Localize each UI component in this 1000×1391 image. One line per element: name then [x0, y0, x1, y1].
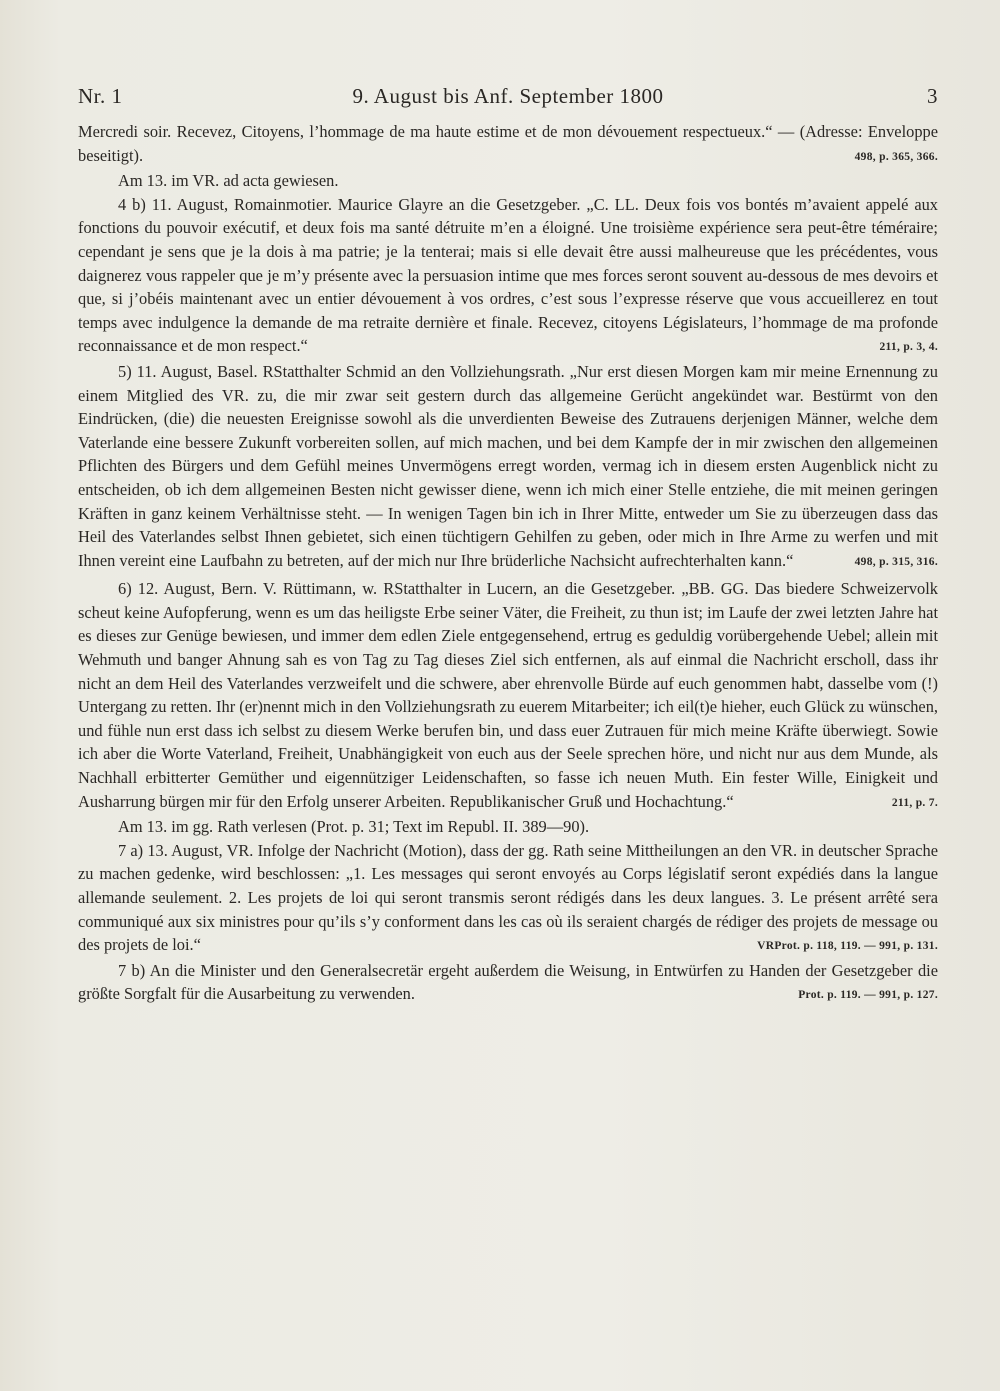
paragraph-2: Am 13. im VR. ad acta gewiesen. — [118, 171, 339, 191]
paragraph-6: 6) 12. August, Bern. V. Rüttimann, w. RStatthalter in Lucern, an die Gesetzgeber. „BB. GG. Das biedere Schweizervolk scheut keine Aufopferung, wenn es um das heiligste Erbe seiner Väter, die Freiheit, zu thun ist; im Laufe der zwei letzten Jahre hat es dieses zur Genüge bewiesen, und immer dem edlen Ziele entgegensehend, ertrug es geduldig vorübergehende Uebel; allein mit Wehmuth und banger Ahnung sah es von Tag zu Tag dieses Ziel sich entfernen, als auf einmal die Nachricht erscholl, dass ihr nicht an dem Heil des Vaterlandes verzweifelt und die schwere, aber ehrenvolle Bürde auf euch genommen habt, dasselbe vom (!) Untergang zu retten. Ihr (er)nennt mich in den Vollziehungsrath zu euerem Mitarbeiter; ich eil(t)e hieher, euch Glück zu wünschen, und fühle nun erst dass ich selbst zu diesem Werke berufen bin, und dass euer Zutrauen für mich meine Kräfte überwiegt. Sowie ich aber die Worte Vaterland, Freiheit, Unabhängigkeit von euch aus der Seele sprechen höre, und nicht nur aus dem Munde, als Nachhall erbitterter Gemüther und eigennütziger Leidenschaften, so fasse ich neuen Muth. Ein fester Wille, Einigkeit und Ausharrung bürgen mir für den Erfolg unserer Arbeiten. Republikanischer Gruß und Hochachtung.“ 211, p. 7. — [78, 577, 938, 813]
paragraph-6-note: Am 13. im gg. Rath verlesen (Prot. p. 31; Text im Republ. II. 389—90). — [118, 817, 590, 837]
source-reference: Prot. p. 119. — 991, p. 127. — [798, 989, 938, 1002]
document-body — [78, 120, 938, 1008]
paragraph-7a: 7 a) 13. August, VR. Infolge der Nachricht (Motion), dass der gg. Rath seine Mittheilungen an den VR. in deutscher Sprache zu machen gedenke, wird beschlossen: „1. Les messages qui seront envoyés au Corps législatif seront expédiés dans la langue allemande seulement. 2. Les projets de loi qui seront transmis seront rédigés dans les deux langues. 3. Le présent arrêté sera communiqué aux six ministres pour qu’ils s’y conforment dans les cas où ils seraient chargés de rédiger des projets de message ou des projets de loi.“ VRProt. p. 118, 119. — 991, p. 131. — [78, 839, 938, 957]
header-title: 9. August bis Anf. September 1800 — [352, 84, 664, 108]
paragraph-1: Mercredi soir. Recevez, Citoyens, l’hommage de ma haute estime et de mon dévouement respectueux.“ — (Adresse: Enveloppe beseitigt). 498, p. 365, 366. — [78, 120, 938, 167]
source-reference: 211, p. 7. — [891, 796, 938, 809]
source-reference: 498, p. 315, 316. — [854, 555, 938, 568]
source-reference: 211, p. 3, 4. — [879, 341, 938, 354]
paragraph-4b: 4 b) 11. August, Romainmotier. Maurice Glayre an die Gesetzgeber. „C. LL. Deux fois vos bontés m’avaient appelé aux fonctions du pouvoir exécutif, et deux fois ma santé détruite m’en a éloigné. Une troisième expérience sera peut-être téméraire; cependant je sens que je la dois à ma patrie; je la tenterai; mais si elle devait être aussi malheureuse que les précédentes, vous daignerez vous rappeler que je m’y présente avec la persuasion intime que mes forces seront souvent au-dessous de mes devoirs et que, si j’obéis maintenant avec un entier dévouement à vos ordres, c’est sous l’expresse réserve que vous accueillerez en tout temps avec indulgence la demande de ma retraite dernière et finale. Recevez, citoyens Législateurs, l’hommage de ma profonde reconnaissance et de mon respect.“ 211, p. 3, 4. — [78, 193, 938, 358]
running-header — [78, 84, 938, 120]
header-number: Nr. 1 — [78, 84, 123, 108]
paragraph-7b: 7 b) An die Minister und den Generalsecretär ergeht außerdem die Weisung, in Entwürfen zu Handen der Gesetzgeber die größte Sorgfalt für die Ausarbeitung zu verwenden. Prot. p. 119. — 991, p. 127. — [78, 959, 938, 1006]
paragraph-5: 5) 11. August, Basel. RStatthalter Schmid an den Vollziehungsrath. „Nur erst diesen Morgen kam mir meine Ernennung zu einem Mitglied des VR. zu, die mir zwar seit gestern durch das allgemeine Gerücht angekündet war. Bestürmt von den Eindrücken, (die) die neuesten Ereignisse sowohl als die unverdienten Beweise des Zutrauens derjenigen Männer, welche dem Vaterlande eine bessere Zukunft vorbereiten sollen, auf mich machen, und bei dem Kampfe der in mir zwischen den allgemeinen Pflichten des Bürgers und dem Gefühl meines Unvermögens erregt worden, vermag ich in diesem ersten Augenblick nicht zu entscheiden, ob ich dem allgemeinen Besten nicht gewisser diene, wenn ich mich einer Stelle entziehe, die mit meinen geringen Kräften in ganz keinem Verhältnisse steht. — In wenigen Tagen bin ich in Ihrer Mitte, entweder um Sie zu überzeugen dass das Heil des Vaterlandes selbst Ihnen gebietet, sich einen tüchtigern Gehilfen zu geben, oder mich in Ihre Arme zu werfen und mit Ihnen vereint eine Laufbahn zu betreten, auf der mich nur Ihre brüderliche Nachsicht aufrechterhalten kann.“ 498, p. 315, 316. — [78, 360, 938, 572]
source-reference: VRProt. p. 118, 119. — 991, p. 131. — [757, 940, 938, 953]
page-number: 3 — [927, 84, 938, 108]
source-reference: 498, p. 365, 366. — [854, 150, 938, 163]
